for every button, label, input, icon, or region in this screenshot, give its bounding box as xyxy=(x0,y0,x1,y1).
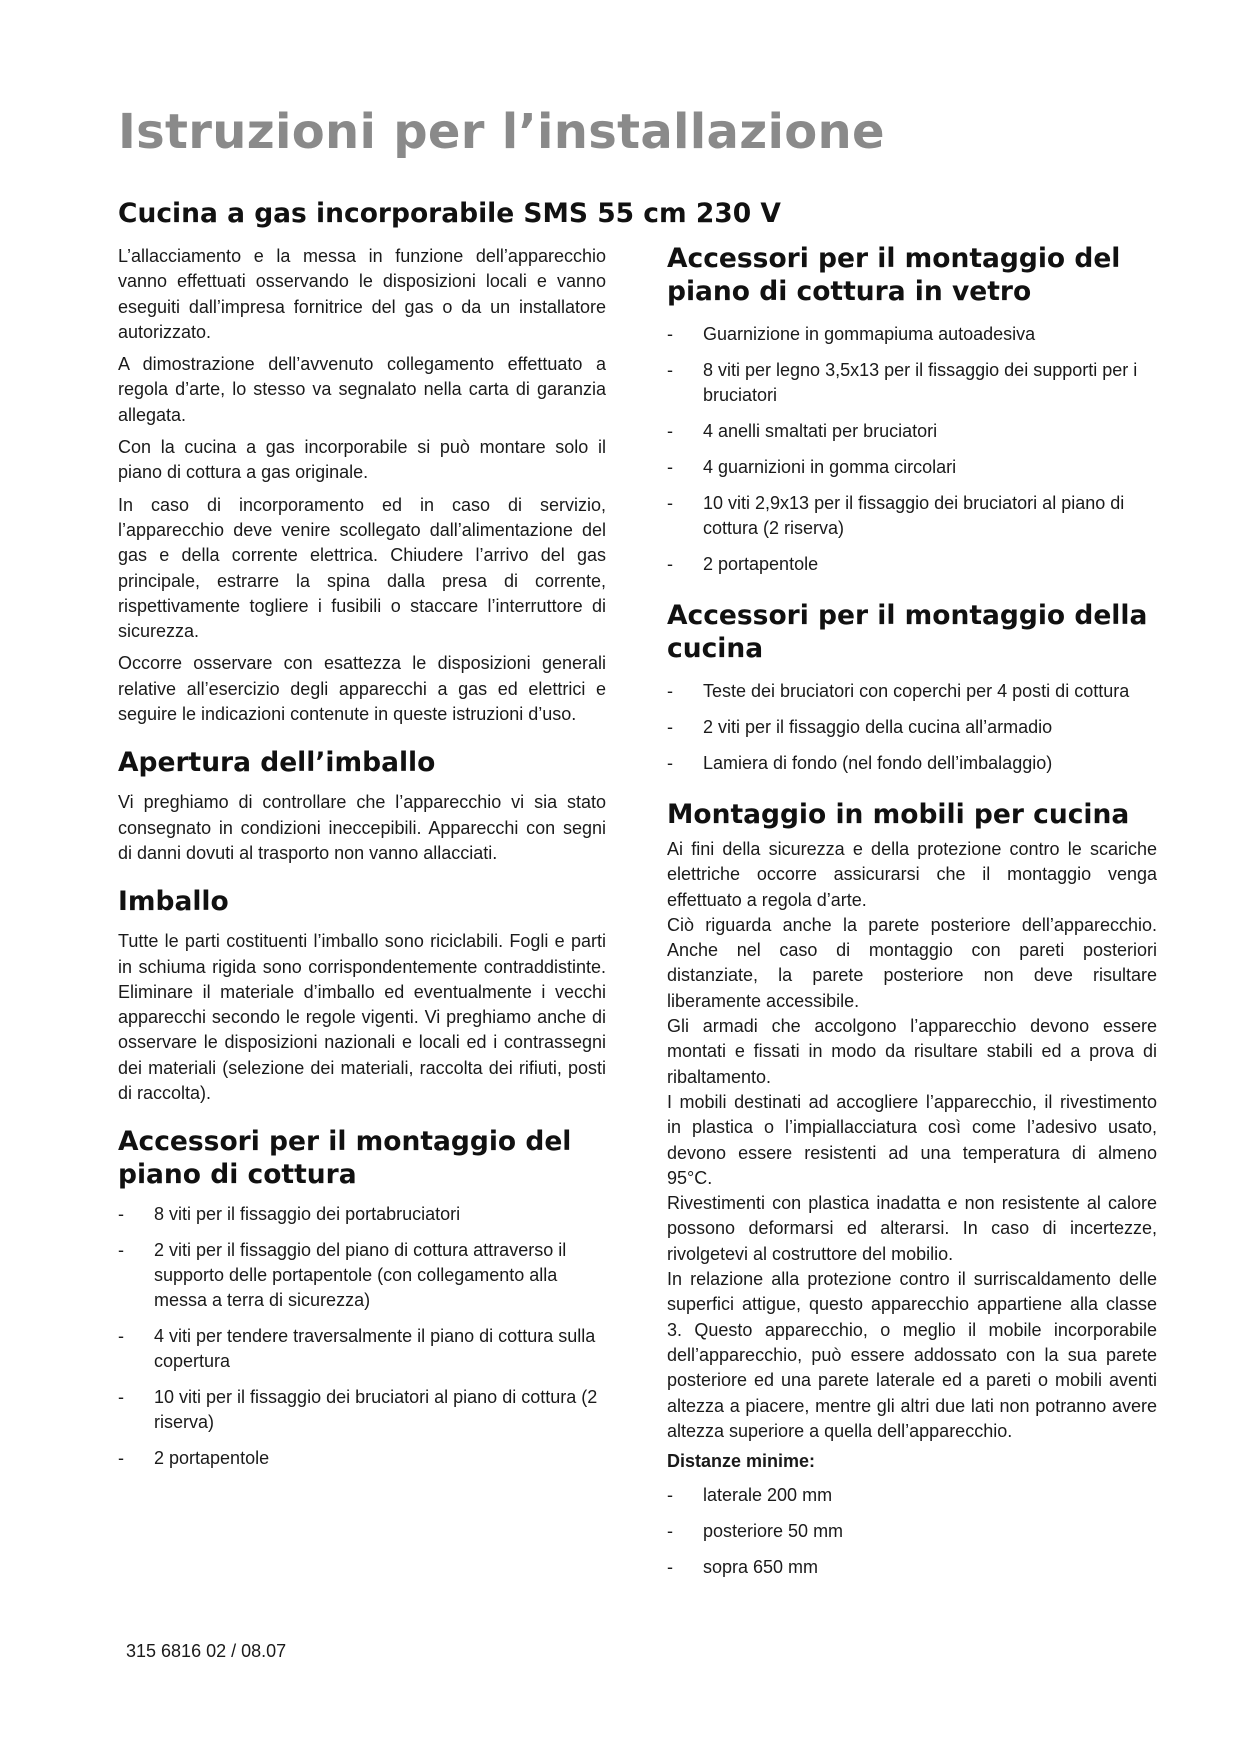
montaggio-paragraph: Gli armadi che accolgono l’apparecchio devono essere montati e fissati in modo da risultare stabili ed a prova di ribaltamento. xyxy=(667,1016,1157,1087)
imballo-heading: Imballo xyxy=(118,886,229,918)
montaggio-heading: Montaggio in mobili per cucina xyxy=(667,799,1130,830)
list-item xyxy=(667,419,1157,444)
montaggio-paragraph: In relazione alla protezione contro il surriscaldamento delle superfici attigue, questo apparecchio appartiene alla classe 3. Questo apparecchio, o meglio il mobile incorporabile dell’apparecchio, può essere addossato con la sua parete posteriore ed una parete laterale ed a pareti o mobili aventi altezza a piacere, mentre gli altri due lati non potranno avere altezza superiore a quella dell’apparecchio. xyxy=(667,1269,1157,1441)
accessori-piano-heading: Accessori per il montaggio del piano di cottura xyxy=(118,1126,572,1191)
list-item xyxy=(118,1385,606,1435)
list-item xyxy=(118,1324,606,1374)
intro-paragraph: L’allacciamento e la messa in funzione dell’apparecchio vanno effettuati osservando le disposizioni locali e vanno eseguiti dall’impresa fornitrice del gas o da un installatore autorizzato. xyxy=(118,246,606,342)
apertura-text: Vi preghiamo di controllare che l’apparecchio vi sia stato consegnato in condizioni ineccepibili. Apparecchi con segni di danni dovuti al trasporto non vanno allacciati. xyxy=(118,792,606,863)
dash-bullet: - xyxy=(667,717,673,737)
list-item-text: 4 anelli smaltati per bruciatori xyxy=(703,421,938,441)
dash-bullet: - xyxy=(667,1485,673,1506)
dash-bullet: - xyxy=(118,1448,124,1469)
list-item-text: posteriore 50 mm xyxy=(703,1521,844,1542)
list-item-text: Lamiera di fondo (nel fondo dell’imbalaggio) xyxy=(703,753,1053,773)
list-item xyxy=(667,1483,1157,1508)
list-item-text: Teste dei bruciatori con coperchi per 4 posti di cottura xyxy=(703,681,1130,701)
list-item xyxy=(118,1202,606,1227)
list-item xyxy=(667,715,1157,740)
apertura-heading: Apertura dell’imballo xyxy=(118,747,436,779)
dash-bullet: - xyxy=(667,360,673,380)
list-item xyxy=(667,455,1157,480)
imballo-text: Tutte le parti costituenti l’imballo sono riciclabili. Fogli e parti in schiuma rigida sono corrispondentemente contraddistinte. Eliminare il materiale d’imballo ed eventualmente i vecchi apparecchi secondo le regole vigenti. Vi preghiamo anche di osservare le disposizioni nazionali e locali ed i contrassegni dei materiali (selezione dei materiali, raccolta dei rifiuti, posti di raccolta). xyxy=(118,931,606,1104)
list-item xyxy=(667,679,1157,704)
montaggio-section xyxy=(667,837,1157,1444)
dash-bullet: - xyxy=(667,421,673,441)
dash-bullet: - xyxy=(667,324,673,344)
list-item xyxy=(667,751,1157,776)
dash-bullet: - xyxy=(118,1240,124,1261)
product-subtitle: Cucina a gas incorporabile SMS 55 cm 230 V xyxy=(118,198,781,229)
list-item xyxy=(667,1555,1157,1580)
list-item xyxy=(667,358,1157,408)
page-title: Istruzioni per l’installazione xyxy=(118,104,885,160)
dash-bullet: - xyxy=(667,1557,673,1578)
document-code: 315 6816 02 / 08.07 xyxy=(126,1641,287,1661)
dash-bullet: - xyxy=(667,681,673,701)
list-item-text: 10 viti per il fissaggio dei bruciatori al piano di cottura (2 riserva) xyxy=(154,1387,598,1433)
intro-paragraph: Con la cucina a gas incorporabile si può montare solo il piano di cottura a gas originale. xyxy=(118,437,606,483)
dash-bullet: - xyxy=(118,1204,124,1225)
distanze-label: Distanze minime: xyxy=(667,1451,816,1472)
intro-paragraph: Occorre osservare con esattezza le disposizioni generali relative all’esercizio degli apparecchi a gas ed elettrici e seguire le indicazioni contenute in queste istruzioni d’uso. xyxy=(118,653,606,725)
list-item-text: 4 guarnizioni in gomma circolari xyxy=(703,457,957,477)
dash-bullet: - xyxy=(667,753,673,773)
list-item-text: laterale 200 mm xyxy=(703,1485,833,1506)
list-item xyxy=(667,1519,1157,1544)
montaggio-paragraph: I mobili destinati ad accogliere l’apparecchio, il rivestimento in plastica o l’impiallacciatura così come l’adesivo usato, devono essere resistenti ad una temperatura di almeno 95°C. xyxy=(667,1091,1157,1188)
list-item-text: 2 portapentole xyxy=(154,1448,270,1469)
intro-section xyxy=(118,244,606,727)
list-item-text: 4 viti per tendere traversalmente il piano di cottura sulla copertura xyxy=(154,1326,596,1372)
intro-paragraph: In caso di incorporamento ed in caso di servizio, l’apparecchio deve venire scollegato dall’alimentazione del gas e della corrente elettrica. Chiudere l’arrivo del gas principale, estrarre la spina dalla presa di corrente, rispettivamente togliere i fusibili o staccare l’interruttore di sicurezza. xyxy=(118,494,606,642)
montaggio-paragraph: Ai fini della sicurezza e della protezione contro le scariche elettriche occorre assicurarsi che il montaggio venga effettuato a regola d’arte. xyxy=(667,839,1157,910)
left-column xyxy=(118,244,606,1482)
list-item xyxy=(667,552,1157,577)
dash-bullet: - xyxy=(118,1387,124,1408)
dash-bullet: - xyxy=(667,493,673,513)
dash-bullet: - xyxy=(667,457,673,477)
montaggio-paragraph: Ciò riguarda anche la parete posteriore dell’apparecchio. Anche nel caso di montaggio con pareti posteriori distanziate, la parete posteriore non deve risultare liberamente accessibile. xyxy=(667,914,1157,1011)
accessori-cucina-list xyxy=(667,679,1157,776)
list-item-text: 2 viti per il fissaggio della cucina all’armadio xyxy=(703,717,1053,737)
accessori-vetro-list xyxy=(667,322,1157,577)
right-column xyxy=(667,242,1157,1591)
dash-bullet: - xyxy=(118,1326,124,1347)
list-item-text: 2 viti per il fissaggio del piano di cottura attraverso il supporto delle portapentole (con collegamento alla messa a terra di sicurezza) xyxy=(154,1240,567,1311)
list-item-text: 2 portapentole xyxy=(703,554,819,574)
accessori-cucina-heading: Accessori per il montaggio della cucina xyxy=(667,600,1148,664)
dash-bullet: - xyxy=(667,1521,673,1542)
list-item xyxy=(118,1238,606,1313)
accessori-vetro-heading: Accessori per il montaggio del piano di cottura in vetro xyxy=(667,243,1121,307)
dash-bullet: - xyxy=(667,554,673,574)
list-item xyxy=(667,491,1157,541)
list-item-text: Guarnizione in gommapiuma autoadesiva xyxy=(703,324,1036,344)
list-item-text: 8 viti per il fissaggio dei portabruciatori xyxy=(154,1204,461,1225)
list-item xyxy=(667,322,1157,347)
list-item-text: 10 viti 2,9x13 per il fissaggio dei bruciatori al piano di cottura (2 riserva) xyxy=(703,493,1125,538)
list-item-text: sopra 650 mm xyxy=(703,1557,819,1578)
accessori-piano-list xyxy=(118,1202,606,1471)
distanze-list xyxy=(667,1483,1157,1580)
montaggio-paragraph: Rivestimenti con plastica inadatta e non resistente al calore possono deformarsi ed alterarsi. In caso di incertezze, rivolgetevi al costruttore del mobilio. xyxy=(667,1193,1157,1264)
intro-paragraph: A dimostrazione dell’avvenuto collegamento effettuato a regola d’arte, lo stesso va segnalato nella carta di garanzia allegata. xyxy=(118,354,606,425)
list-item xyxy=(118,1446,606,1471)
list-item-text: 8 viti per legno 3,5x13 per il fissaggio dei supporti per i bruciatori xyxy=(703,360,1138,405)
